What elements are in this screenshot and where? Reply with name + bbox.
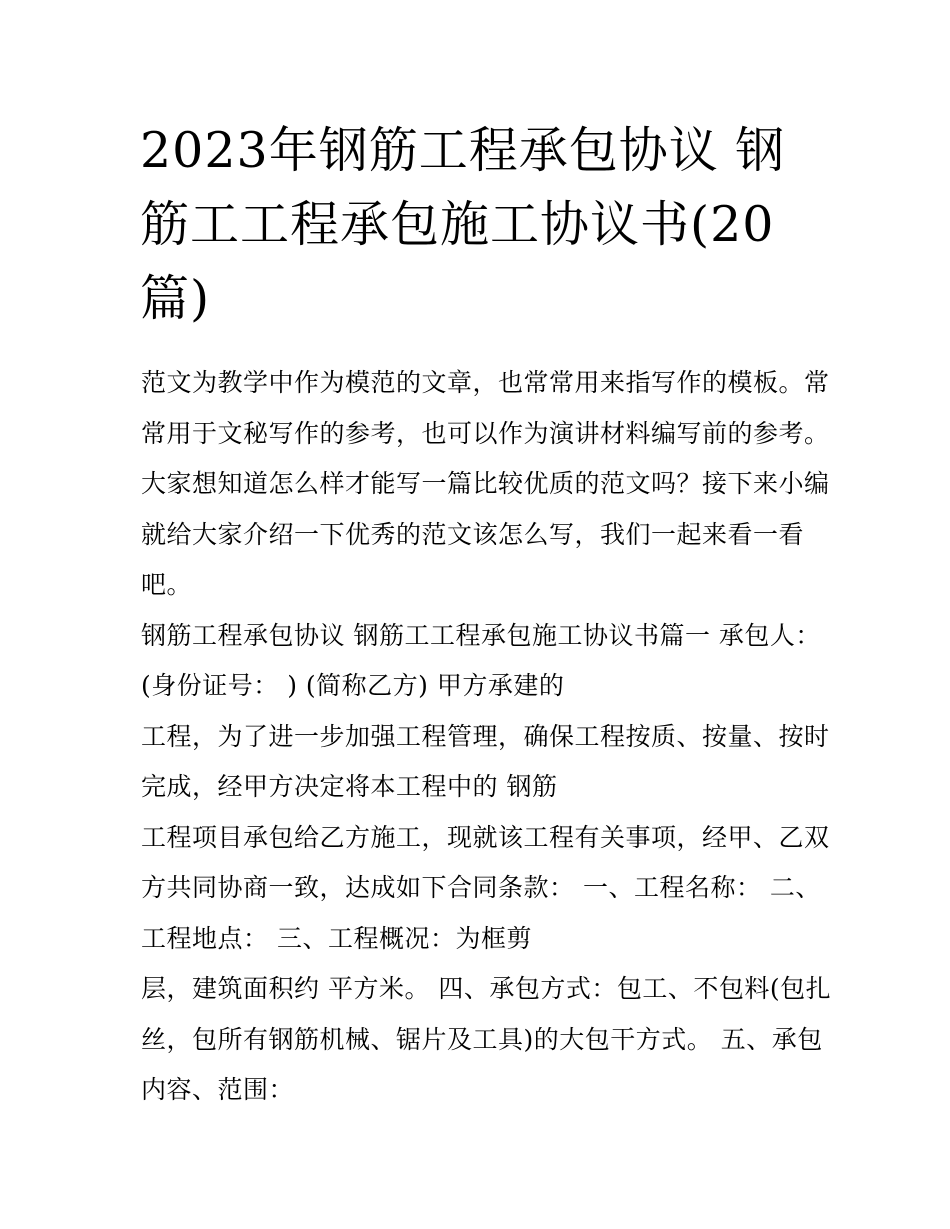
body-line-13: 层，建筑面积约 平方米。 四、承包方式：包工、不包料(包扎 (141, 974, 832, 1003)
title-line-2: 筋工工程承包施工协议书(20 (140, 196, 775, 253)
body-line-1: 范文为教学中作为模范的文章，也常常用来指写作的模板。常 (141, 368, 830, 397)
body-line-15: 内容、范围： (141, 1075, 295, 1104)
body-line-3: 大家想知道怎么样才能写一篇比较优质的范文吗？接下来小编 (141, 469, 830, 498)
title-line-1: 2023年钢筋工程承包协议 钢 (140, 122, 786, 179)
body-line-9: 完成，经甲方决定将本工程中的 钢筋 (141, 772, 558, 801)
body-line-7: (身份证号： ) (简称乙方) 甲方承建的 (141, 671, 565, 700)
body-line-4: 就给大家介绍一下优秀的范文该怎么写，我们一起来看一看 (141, 519, 805, 549)
title-line-3: 篇) (140, 270, 211, 327)
document-body (141, 358, 831, 1116)
body-line-14: 丝，包所有钢筋机械、锯片及工具)的大包干方式。 五、承包 (141, 1024, 823, 1054)
body-line-10: 工程项目承包给乙方施工，现就该工程有关事项，经甲、乙双 (141, 822, 830, 852)
body-line-2: 常用于文秘写作的参考，也可以作为演讲材料编写前的参考。 (141, 418, 830, 448)
body-line-11: 方共同协商一致，达成如下合同条款： 一、工程名称： 二、 (141, 873, 821, 902)
body-line-8: 工程，为了进一步加强工程管理，确保工程按质、按量、按时 (141, 721, 830, 751)
body-line-6: 钢筋工程承包协议 钢筋工工程承包施工协议书篇一 承包人： (141, 620, 821, 650)
body-line-12: 工程地点： 三、工程概况：为框剪 (141, 923, 532, 953)
document-title (140, 114, 820, 336)
body-line-5: 吧。 (141, 570, 193, 599)
